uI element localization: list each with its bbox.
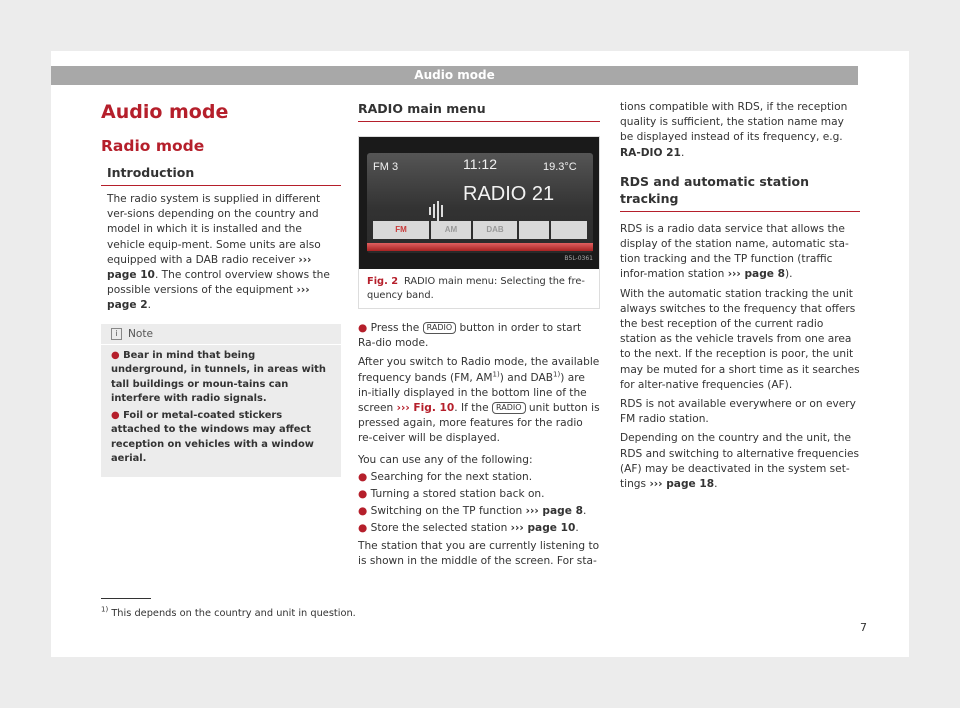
paragraph: With the automatic station tracking the unit always switches to the frequency that offers the best reception of the current radio station as the vehicle travels from one area to the next. If the reception is poor, the unit may be muted for a short time as it searches for alter-native frequencies (AF). [620, 287, 860, 391]
tab-dab[interactable]: DAB [473, 221, 517, 239]
paragraph: You can use any of the following: [358, 453, 533, 466]
radio-button-label: RADIO [423, 322, 457, 334]
radio-display [367, 153, 593, 253]
list-item: ● Searching for the next station. [358, 470, 533, 483]
band-tabs [373, 221, 587, 239]
paragraph: After you switch to Radio mode, the available frequency bands (FM, AM$^{1)}$) and DAB$^{1)}$) are in-itially displayed in the bottom line of the screen ››› Fig. 10. If the RADIO unit button is pressed again, more features for the radio re-ceiver will be displayed. [358, 356, 600, 445]
list-item: ● Store the selected station ››› page 10. [358, 522, 579, 535]
paragraph: ● Press the RADIO button in order to start Ra-dio mode. [358, 322, 582, 350]
section-title: Radio mode [101, 137, 205, 155]
figure-ref-link[interactable]: ››› Fig. 10 [396, 402, 455, 415]
info-icon: i [111, 328, 122, 340]
chapter-title: Audio mode [101, 101, 229, 123]
radio-screen-image [359, 137, 599, 269]
audio-level-icon [429, 201, 445, 221]
column-3 [620, 100, 860, 496]
paragraph: RDS is not available everywhere or on every FM radio station. [620, 398, 856, 426]
running-header: Audio mode [51, 66, 858, 85]
station-name: RADIO 21 [463, 183, 555, 205]
tab-fm[interactable]: FM [373, 221, 429, 239]
column-1 [101, 100, 341, 477]
page-ref-link[interactable]: ››› page 8 [525, 505, 583, 518]
note-box [101, 324, 341, 477]
list-item: ● Turning a stored station back on. [358, 488, 545, 501]
page-ref-link[interactable]: ››› page 8 [727, 268, 786, 281]
figure-radio-menu [358, 136, 600, 309]
paragraph: Depending on the country and the unit, the RDS and switching to alternative frequencies (AF) may be deactivated in the system set-tings ››› page 18. [620, 432, 860, 491]
image-code: B5L-0361 [564, 254, 593, 262]
band-label: FM 3 [373, 161, 399, 173]
subsection-title: Introduction [101, 164, 341, 186]
column-2 [358, 100, 600, 573]
paragraph: tions compatible with RDS, if the reception quality is sufficient, the station name may be displayed instead of its frequency, e.g. RA-DIO 21. [620, 101, 848, 159]
tab-am[interactable]: AM [431, 221, 471, 239]
list-item: ● Switching on the TP function ››› page 8. [358, 505, 587, 518]
page-ref-link[interactable]: ››› page 10 [107, 253, 312, 282]
intro-paragraph: The radio system is supplied in different ver-sions depending on the country and model in which it is installed and the vehicle equip-ment. Some units are also equipped with a DAB radio receiver ››› page 10. The control overview shows the possible versions of the equipment ››› page 2. [107, 193, 330, 312]
note-item: ● Foil or metal-coated stickers attached to the windows may affect reception on vehicles with a window aerial. [111, 409, 314, 465]
page-ref-link[interactable]: ››› page 2 [107, 284, 310, 312]
tab-empty[interactable] [519, 221, 549, 239]
page-ref-link[interactable]: ››› page 18 [649, 478, 715, 491]
figure-caption: Fig. 2 RADIO main menu: Selecting the fre-quency band. [367, 276, 585, 301]
clock: 11:12 [463, 156, 497, 172]
note-body [101, 345, 341, 477]
subsection-title: RDS and automatic station tracking [620, 173, 860, 212]
paragraph: RDS is a radio data service that allows the display of the station name, automatic sta-tion tracking and the TP function (traffic infor-mation station ››› page 8). [620, 222, 849, 281]
note-item: ● Bear in mind that being underground, in tunnels, in areas with tall buildings or moun-tains can interfere with radio signals. [111, 349, 326, 405]
paragraph: The station that you are currently listening to is shown in the middle of the screen. For sta- [358, 539, 600, 567]
note-header: i Note [101, 324, 341, 345]
radio-button-label: RADIO [492, 402, 526, 414]
page-ref-link[interactable]: ››› page 10 [510, 522, 576, 535]
footnote: $^{1)}$ This depends on the country and unit in question. [101, 605, 356, 619]
tab-empty[interactable] [551, 221, 587, 239]
page-number: 7 [860, 621, 867, 634]
radio-red-bar [367, 243, 593, 251]
footnote-divider [101, 598, 151, 599]
subsection-title: RADIO main menu [358, 100, 600, 122]
temperature: 19.3°C [543, 161, 577, 173]
